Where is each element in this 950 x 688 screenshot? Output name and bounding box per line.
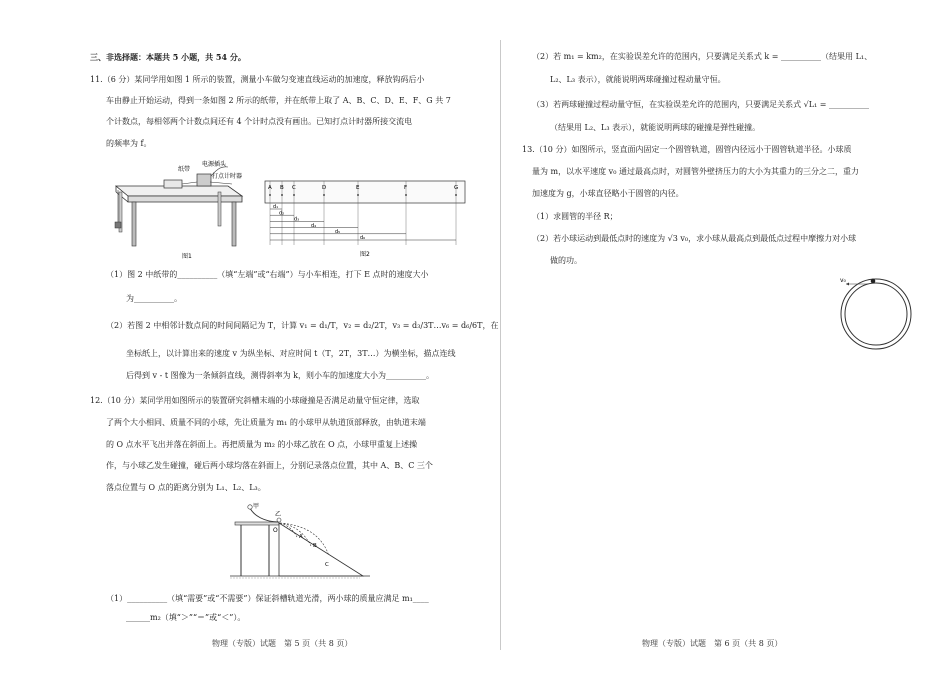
- tape-distance-label-1: d₁: [273, 204, 279, 211]
- q12-label-b: B: [313, 543, 317, 549]
- q11-sub1-line-1: （1）图 2 中纸带的__________（填“左端”或“右端”）与小车相连，打下 E 点时的速度大小: [106, 270, 429, 279]
- tape-point-d: D: [322, 185, 327, 191]
- tape-point-f: F: [404, 185, 408, 191]
- q11-line-2: 车由静止开始运动，得到一条如图 2 所示的纸带，并在纸带上取了 A、B、C、D、E、F、G 共 7: [106, 96, 451, 105]
- fig1-caption: 图1: [182, 253, 192, 260]
- figure-2-paper-tape: [260, 175, 475, 260]
- tape-point-a: A: [268, 185, 272, 191]
- tape-distances: [270, 204, 456, 241]
- q11-line-4: 的频率为 f。: [106, 139, 152, 148]
- q12-sub1-line-2: ______m₂（填“＞”“＝”或“＜”）。: [126, 613, 246, 622]
- q11-sub2-line-1: （2）若图 2 中相邻计数点间的时间间隔记为 T，计算 v₁ = d₁/T，v₂ = d₂/2T，v₃ = d₃/3T…v₆ = d₆/6T，在: [106, 321, 499, 330]
- q12-label-a: A: [299, 534, 303, 540]
- q12-label-jia: 甲: [253, 503, 260, 510]
- tape-distance-label-2: d₂: [279, 210, 285, 217]
- q12-label-c: C: [325, 562, 329, 568]
- tape-dot-d: [323, 194, 325, 196]
- q13-sub2-line-1: （2）若小球运动到最低点时的速度为 √3 v₀，求小球从最高点到最低点过程中摩擦力对小球: [532, 234, 857, 243]
- q12-line-1: 12.（10 分）某同学用如图所示的装置研究斜槽末端的小球碰撞是否满足动量守恒定律，选取: [90, 396, 420, 405]
- q11-sub1-line-2: 为__________。: [126, 294, 182, 303]
- q13-sub2-line-2: 做的功。: [550, 256, 582, 265]
- q12-line-5: 落点位置与 O 点的距离分别为 L₁、L₂、L₃。: [106, 483, 266, 492]
- q12-sub3-line-1: （3）若两球碰撞过程动量守恒，在实验误差允许的范围内，只要满足关系式 √L₁ = __________: [532, 100, 870, 109]
- tape-dot-e: [357, 194, 359, 196]
- q13-label-v0: v₀: [840, 277, 846, 284]
- fig1-label-timer: 打点计时器: [212, 173, 243, 180]
- q12-sub2-line-2: L₂、L₃ 表示），就能说明两球碰撞过程动量守恒。: [550, 75, 726, 84]
- q12-sub3-line-2: （结果用 L₂、L₃ 表示），就能说明两球的碰撞是弹性碰撞。: [550, 123, 761, 132]
- q13-line-2: 量为 m，以水平速度 v₀ 通过最高点时，对圆管外壁挤压力的大小为其重力的三分之二，重力: [532, 167, 859, 176]
- tape-point-e: E: [356, 185, 360, 191]
- q11-sub2-line-3: 后得到 v - t 图像为一条倾斜直线，测得斜率为 k，则小车的加速度大小为__________。: [126, 371, 434, 380]
- fig2-caption: 图2: [360, 251, 370, 258]
- tape-dot-b: [281, 194, 283, 196]
- q12-sub2-line-1: （2）若 m₁ = km₂，在实验误差允许的范围内，只要满足关系式 k = __________（结果用 L₁、: [532, 52, 873, 61]
- tape-point-c: C: [292, 185, 296, 191]
- section-title: 三、非选择题：本题共 5 小题，共 54 分。: [90, 52, 246, 62]
- tape-distance-label-3: d₃: [294, 216, 300, 223]
- tape-distance-label-5: d₅: [335, 229, 341, 235]
- tape-point-g: G: [454, 185, 459, 191]
- tape-point-b: B: [280, 185, 284, 191]
- figure-1-apparatus: [110, 158, 250, 260]
- fig1-label-tape: 纸带: [178, 166, 191, 173]
- q11-sub2-line-2: 坐标纸上，以计算出来的速度 v 为纵坐标、对应时间 t（T，2T，3T…）为横坐标，描点连线: [126, 349, 456, 358]
- q12-label-o: O: [273, 527, 278, 534]
- right-footer: 物理（专版）试题 第 6 页（共 8 页）: [642, 639, 783, 648]
- q13-sub1: （1）求圆管的半径 R；: [532, 212, 618, 221]
- tape-distance-label-6: d₆: [360, 235, 366, 242]
- q12-line-4: 作，与小球乙发生碰撞，碰后两小球均落在斜面上，分别记录落点位置，其中 A、B、C 三个: [106, 461, 433, 470]
- q12-sub1-line-1: （1）__________（填“需要”或“不需要”）保证斜槽轨道光滑，两小球的质量应满足 m₁____: [106, 594, 429, 603]
- left-footer: 物理（专版）试题 第 5 页（共 8 页）: [212, 639, 353, 648]
- fig1-label-plug: 电源插头: [202, 161, 227, 168]
- q13-line-1: 13.（10 分）如图所示，竖直面内固定一个圆管轨道，圆管内径远小于圆管轨道半径。小球质: [522, 145, 852, 154]
- tape-dot-a: [269, 194, 271, 196]
- tape-dot-c: [293, 194, 295, 196]
- q12-line-3: 的 O 点水平飞出并落在斜面上。再把质量为 m₂ 的小球乙放在 O 点，小球甲重复上述操: [106, 440, 418, 449]
- q11-line-1: 11.（6 分）某同学用如图 1 所示的装置，测量小车做匀变速直线运动的加速度，释放钩码后小: [90, 75, 425, 84]
- q12-line-2: 了两个大小相同、质量不同的小球，先让质量为 m₁ 的小球甲从轨道顶部释放，由轨道末端: [106, 418, 426, 427]
- q13-line-3: 加速度为 g，小球直径略小于圆管的内径。: [532, 189, 684, 198]
- tape-dot-f: [405, 194, 407, 196]
- q12-label-yi: 乙: [275, 511, 282, 518]
- column-divider: [500, 40, 501, 650]
- tape-distance-label-4: d₄: [311, 222, 317, 229]
- figure-q13-circular-tube: [836, 272, 916, 352]
- q11-line-3: 个计数点，每相邻两个计数点间还有 4 个计时点没有画出。已知打点计时器所接交流电: [106, 117, 413, 126]
- figure-q12-apparatus: [225, 500, 375, 582]
- tape-dot-g: [455, 194, 457, 196]
